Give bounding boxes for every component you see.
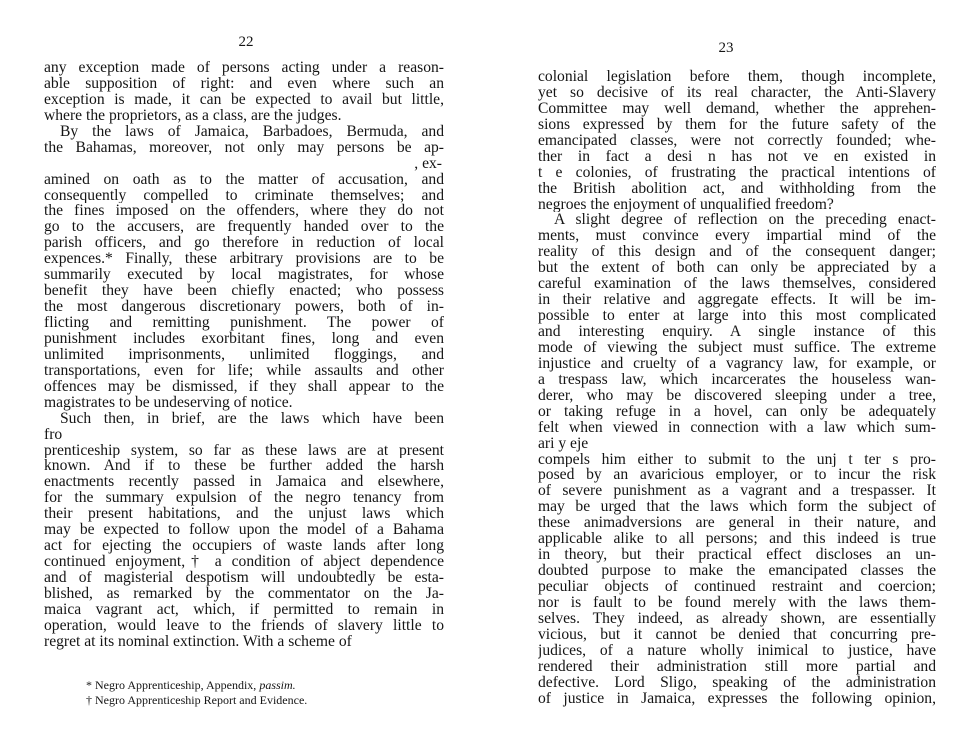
text-line: amined on oath as to the matter of accusation, and (44, 171, 444, 188)
text-line: prenticeship system, so far as these laws are at present (44, 442, 444, 459)
text-line: doubted purpose to make the emancipated classes the (538, 563, 936, 579)
text-line: yet so decisive of its real character, the Anti-Slavery (538, 84, 936, 101)
page-number: 22 (238, 34, 254, 50)
text-line: maica vagrant act, which, if permitted to remain in (44, 601, 444, 618)
page-body (538, 69, 936, 707)
text-line: or taking refuge in a hovel, can only be adequately (538, 403, 936, 420)
text-line: and of magisterial despotism will undoubtedly be esta- (44, 570, 444, 586)
text-line: emancipated classes, were not correctly founded; whe- (538, 132, 936, 149)
text-line: regret at its nominal extinction. With a scheme of (44, 633, 352, 650)
text-line: but the extent of both can only be appreciated by a (538, 260, 936, 277)
text-line: magistrates to be undeserving of notice. (44, 394, 293, 411)
text-line: the most dangerous discretionary powers, both of in- (44, 299, 444, 315)
text-line: Committee may well demand, whether the apprehen- (538, 100, 936, 117)
text-line: selves. They indeed, as already shown, are essentially (538, 610, 936, 627)
text-line: colonial legislation before them, though incomplete, (538, 69, 936, 85)
text-line: a trespass law, which incarcerates the houseless wan- (538, 371, 936, 388)
text-line: ments, must convince every impartial mind of the (538, 228, 936, 245)
footnotes (86, 678, 386, 708)
text-line: possible to enter at large into this most complicated (538, 308, 936, 324)
text-line: nor is fault to be found merely with the laws them- (538, 594, 936, 611)
text-line: A slight degree of reflection on the preceding enact- (554, 212, 936, 229)
text-line: rendered their administration still more partial and (538, 658, 936, 675)
text-line: applicable alike to all persons; and this indeed is true (538, 531, 936, 548)
text-line: peculiar objects of continued restraint and coercion; (538, 579, 936, 595)
page-body (44, 60, 444, 650)
text-line: exception is made, it can be expected to avail but little, (44, 91, 444, 108)
text-line: operation, would leave to the friends of slavery little to (44, 617, 444, 634)
text-line: summarily executed by local magistrates, for whose (44, 267, 444, 284)
text-line: in their relative and aggregate effects. It will be im- (538, 292, 936, 309)
footnote-text: Negro Apprenticeship Report and Evidence. (95, 693, 308, 707)
text-line: defective. Lord Sligo, speaking of the administration (538, 674, 936, 691)
text-line: compels him either to submit to the unj t ter s pro- (538, 451, 936, 468)
text-line: the Bahamas, moreover, not only may persons be ap- (44, 139, 444, 156)
text-line: where the proprietors, as a class, are the judges. (44, 107, 342, 124)
footnote (86, 678, 386, 693)
text-line: injustice and cruelty of a vagrancy law, for example, or (538, 355, 936, 372)
text-line: of severe punishment as a vagrant and a trespasser. It (538, 483, 936, 500)
text-line: derer, who may be discovered sleeping under a tree, (538, 387, 936, 404)
text-line: benefit they have been chiefly enacted; who possess (44, 283, 444, 300)
text-line: ari y eje (538, 435, 589, 452)
text-line: reality of this design and of the consequent danger; (538, 244, 936, 261)
footnote-text: Negro Apprenticeship, Appendix, (95, 678, 260, 692)
text-line: felt when viewed in connection with a law which sum- (538, 419, 936, 436)
text-line: expences.* Finally, these arbitrary provisions are to be (44, 251, 444, 268)
text-line: ther in fact a desi n has not ve en existed in (538, 148, 936, 165)
text-line: and interesting enquiry. A single instance of this (538, 324, 936, 340)
text-line: parish officers, and go therefore in reduction of local (44, 235, 444, 252)
text-line: these animadversions are general in their nature, and (538, 515, 936, 532)
text-line: negroes the enjoyment of unqualified freedom? (538, 196, 834, 213)
text-line: flicting and remitting punishment. The power of (44, 315, 444, 331)
text-line: consequently compelled to criminate themselves; and (44, 187, 444, 204)
text-line: judices, of a nature wholly inimical to justice, have (538, 642, 936, 659)
right-page (490, 0, 980, 748)
footnote-italic: passim. (259, 678, 296, 692)
text-line: blished, as remarked by the commentator on the Ja- (44, 585, 444, 602)
text-line: their present habitations, and the unjust laws which (44, 506, 444, 523)
text-line: By the laws of Jamaica, Barbadoes, Bermuda, and (60, 123, 444, 140)
text-line: known. And if to these be further added the harsh (44, 458, 444, 475)
text-line: , ex- (414, 155, 442, 172)
text-line: for the summary expulsion of the negro tenancy from (44, 490, 444, 507)
text-line: able supposition of right: and even where such an (44, 75, 444, 92)
text-line: t e colonies, of frustrating the practical intentions of (538, 164, 936, 181)
text-line: in theory, but their practical effect discloses an un- (538, 547, 936, 564)
page-number: 23 (718, 40, 734, 56)
text-line: unlimited imprisonments, unlimited floggings, and (44, 346, 444, 363)
text-line: fro (44, 426, 63, 443)
text-line: go to the accusers, are frequently handed over to the (44, 219, 444, 236)
text-line: posed by an avaricious employer, or to incur the risk (538, 467, 936, 484)
text-line: offences may be dismissed, if they shall appear to the (44, 378, 444, 395)
text-line: careful examination of the laws themselves, considered (538, 276, 936, 293)
text-line: the British abolition act, and withholding from the (538, 180, 936, 197)
text-line: may be expected to follow upon the model of a Bahama (44, 522, 444, 539)
text-line: Such then, in brief, are the laws which have been (60, 410, 444, 427)
text-line: act for ejecting the occupiers of waste lands after long (44, 538, 444, 555)
text-line: mode of viewing the subject must suffice. The extreme (538, 339, 936, 356)
footnote (86, 693, 386, 708)
text-line: sions expressed by them for the future safety of the (538, 116, 936, 133)
text-line: of justice in Jamaica, expresses the following opinion, (538, 690, 936, 707)
text-line: enactments recently passed in Jamaica and elsewhere, (44, 474, 444, 491)
text-line: vicious, but it cannot be denied that concurring pre- (538, 626, 936, 643)
footnote-mark: * (86, 678, 92, 692)
text-line: continued enjoyment,† a condition of abject dependence (44, 554, 444, 570)
text-line: may be urged that the laws which form the subject of (538, 499, 936, 516)
text-line: the fines imposed on the offenders, where they do not (44, 203, 444, 220)
text-line: transportations, even for life; while assaults and other (44, 362, 444, 379)
footnote-mark: † (86, 693, 92, 707)
text-line: punishment includes exorbitant fines, long and even (44, 330, 444, 347)
text-line: any exception made of persons acting under a reason- (44, 60, 444, 76)
